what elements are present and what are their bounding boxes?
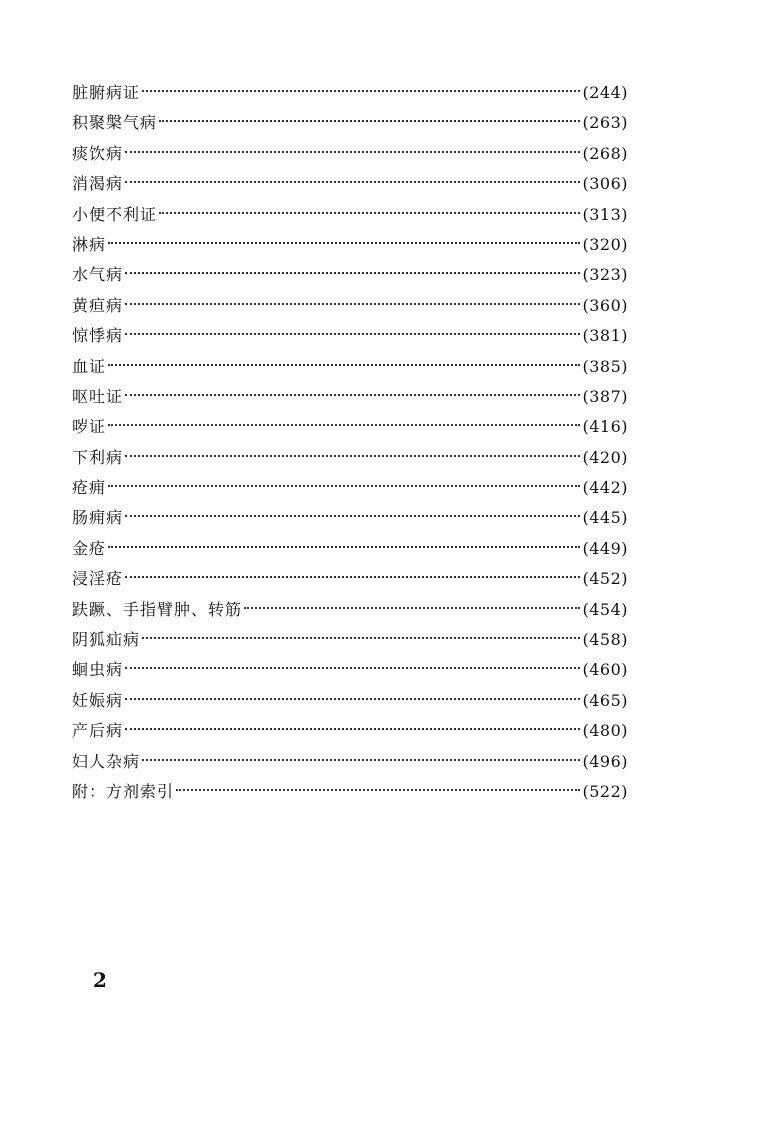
toc-entry[interactable]	[72, 595, 628, 625]
toc-entry-title: 哕证	[72, 417, 107, 437]
toc-entry-page: (496)	[582, 751, 628, 771]
toc-entry-title: 妊娠病	[72, 690, 124, 710]
toc-entry[interactable]	[72, 352, 628, 382]
toc-entry-page: (268)	[582, 143, 628, 163]
toc-dot-leader	[125, 394, 580, 396]
toc-entry[interactable]	[72, 260, 628, 290]
toc-entry-page: (420)	[582, 447, 628, 467]
toc-entry[interactable]	[72, 139, 628, 169]
toc-entry[interactable]	[72, 200, 628, 230]
toc-dot-leader	[125, 181, 580, 183]
toc-dot-leader	[142, 637, 580, 639]
toc-entry-title: 浸淫疮	[72, 569, 124, 589]
toc-dot-leader	[176, 789, 580, 791]
toc-entry-title: 肠痈病	[72, 508, 124, 528]
toc-entry-page: (480)	[582, 721, 628, 741]
toc-entry[interactable]	[72, 412, 628, 442]
toc-dot-leader	[108, 364, 580, 366]
toc-entry-page: (385)	[582, 356, 628, 376]
toc-entry[interactable]	[72, 534, 628, 564]
toc-entry-page: (320)	[582, 234, 628, 254]
toc-entry[interactable]	[72, 747, 628, 777]
toc-entry[interactable]	[72, 382, 628, 412]
toc-entry-page: (460)	[582, 660, 628, 680]
toc-entry[interactable]	[72, 777, 628, 807]
toc-dot-leader	[244, 607, 580, 609]
toc-entry-title: 趺蹶、手指臂肿、转筋	[72, 599, 243, 619]
toc-entry[interactable]	[72, 503, 628, 533]
toc-entry[interactable]	[72, 625, 628, 655]
toc-entry[interactable]	[72, 108, 628, 138]
toc-entry-page: (323)	[582, 265, 628, 285]
toc-dot-leader	[125, 303, 580, 305]
toc-dot-leader	[159, 120, 580, 122]
toc-entry-page: (458)	[582, 630, 628, 650]
toc-entry-title: 妇人杂病	[72, 751, 141, 771]
toc-dot-leader	[125, 455, 580, 457]
toc-entry-page: (306)	[582, 174, 628, 194]
toc-entry-title: 积聚槃气病	[72, 113, 158, 133]
toc-dot-leader	[159, 212, 580, 214]
toc-dot-leader	[125, 515, 580, 517]
toc-entry[interactable]	[72, 230, 628, 260]
toc-entry-title: 脏腑病证	[72, 83, 141, 102]
toc-entry-title: 消渴病	[72, 174, 124, 194]
toc-entry-page: (263)	[582, 113, 628, 133]
toc-dot-leader	[142, 90, 580, 92]
toc-entry[interactable]	[72, 564, 628, 594]
toc-entry-page: (452)	[582, 569, 628, 589]
toc-entry-title: 呕吐证	[72, 386, 124, 406]
toc-dot-leader	[125, 272, 580, 274]
toc-dot-leader	[125, 151, 580, 153]
toc-entry-title: 附：方剂索引	[72, 781, 175, 801]
toc-entry-title: 小便不利证	[72, 204, 158, 224]
toc-entry-title: 黄疸病	[72, 295, 124, 315]
toc-entry-title: 金疮	[72, 538, 107, 558]
page-number: 2	[93, 968, 107, 992]
toc-entry[interactable]	[72, 686, 628, 716]
toc-entry-title: 血证	[72, 356, 107, 376]
toc-entry[interactable]	[72, 78, 628, 108]
toc-entry[interactable]	[72, 291, 628, 321]
toc-dot-leader	[108, 546, 580, 548]
toc-entry-title: 惊悸病	[72, 326, 124, 346]
toc-entry[interactable]	[72, 473, 628, 503]
toc-dot-leader	[125, 698, 580, 700]
toc-dot-leader	[125, 576, 580, 578]
toc-entry-page: (381)	[582, 326, 628, 346]
table-of-contents	[72, 78, 628, 807]
toc-entry-page: (454)	[582, 599, 628, 619]
toc-entry-title: 阴狐疝病	[72, 630, 141, 650]
toc-entry[interactable]	[72, 443, 628, 473]
toc-dot-leader	[125, 667, 580, 669]
toc-entry-title: 蛔虫病	[72, 660, 124, 680]
toc-entry-page: (465)	[582, 690, 628, 710]
toc-dot-leader	[108, 242, 580, 244]
toc-entry-page: (522)	[582, 781, 628, 801]
toc-entry[interactable]	[72, 169, 628, 199]
toc-entry[interactable]	[72, 321, 628, 351]
toc-entry-page: (313)	[582, 204, 628, 224]
toc-entry-title: 痰饮病	[72, 143, 124, 163]
toc-entry-title: 产后病	[72, 721, 124, 741]
toc-dot-leader	[142, 759, 580, 761]
toc-dot-leader	[125, 728, 580, 730]
toc-dot-leader	[108, 424, 580, 426]
toc-entry-page: (449)	[582, 538, 628, 558]
toc-dot-leader	[108, 485, 580, 487]
toc-entry-title: 水气病	[72, 265, 124, 285]
toc-entry-title: 下利病	[72, 447, 124, 467]
toc-dot-leader	[125, 333, 580, 335]
toc-entry-page: (244)	[582, 83, 628, 102]
toc-entry-page: (442)	[582, 478, 628, 498]
toc-entry-page: (360)	[582, 295, 628, 315]
toc-entry-page: (416)	[582, 417, 628, 437]
toc-entry-title: 淋病	[72, 234, 107, 254]
toc-entry-page: (445)	[582, 508, 628, 528]
toc-entry-title: 疮痈	[72, 478, 107, 498]
toc-entry-page: (387)	[582, 386, 628, 406]
toc-entry[interactable]	[72, 655, 628, 685]
toc-entry[interactable]	[72, 716, 628, 746]
